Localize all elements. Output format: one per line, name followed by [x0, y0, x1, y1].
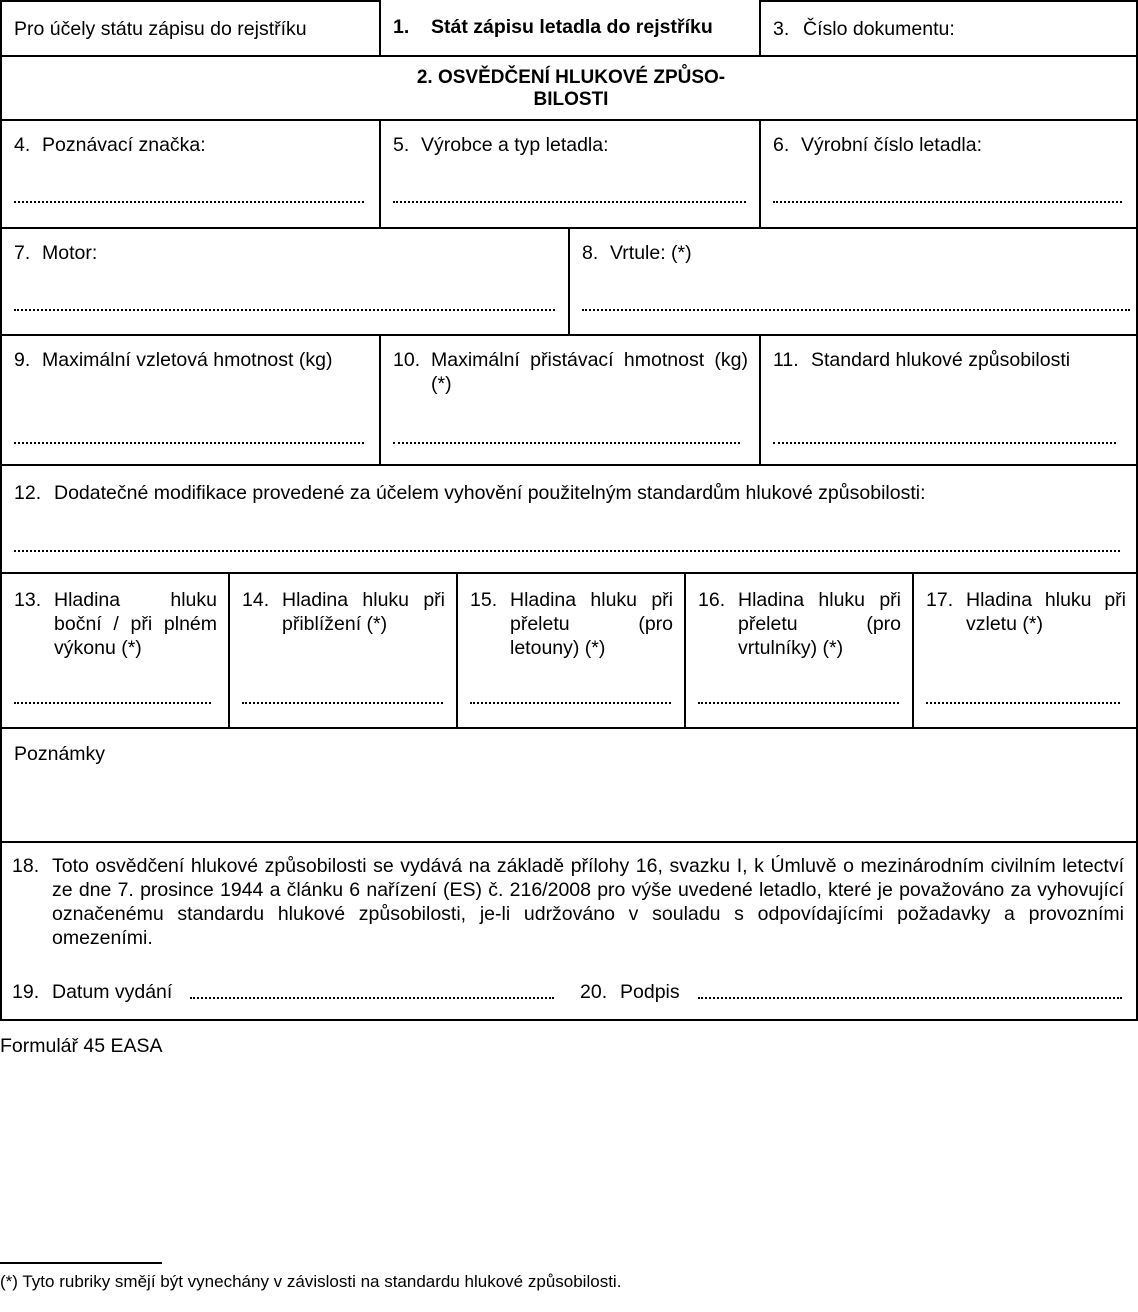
field-number: 16. [698, 589, 726, 611]
engine-entry-line [14, 309, 555, 311]
registration-mark-entry-line [14, 201, 364, 203]
field-label: Číslo dokumentu: [803, 18, 955, 40]
serial-number-cell [759, 119, 1138, 228]
title-number: 2. [416, 67, 433, 88]
max-takeoff-mass-cell [0, 334, 380, 465]
max-takeoff-mass-label [14, 348, 370, 372]
field-number: 19. [12, 981, 40, 1003]
field-label: Maximální přistávací hmotnost (kg) (*) [431, 349, 748, 395]
document-number-label [773, 17, 1126, 41]
field-number: 17. [926, 589, 954, 611]
field-label: Motor: [42, 242, 98, 264]
signature [580, 980, 680, 1004]
field-label: Podpis [620, 981, 680, 1003]
field-label: Vrtule: (*) [610, 242, 692, 264]
noise-approach-cell [228, 572, 457, 728]
noise-takeoff-entry-line [926, 702, 1120, 704]
noise-approach-entry-line [242, 702, 443, 704]
noise-flyover-aeroplanes-label [470, 588, 673, 660]
field-number: 10. [393, 349, 421, 371]
field-label: Stát zápisu letadla do rejstříku [431, 16, 713, 38]
modifications-entry-line [14, 550, 1120, 552]
noise-flyover-helicopters-entry-line [698, 702, 899, 704]
propeller-label [582, 241, 1126, 265]
footnote-rule [0, 1262, 162, 1264]
manufacturer-type-cell [379, 119, 760, 228]
field-number: 4. [14, 134, 31, 156]
state-of-registry-label [393, 15, 750, 39]
certificate-title [390, 66, 752, 112]
title-line-1: OSVĚDČENÍ HLUKOVÉ ZPŮSO- [437, 67, 726, 88]
field-label: Poznávací značka: [42, 134, 206, 156]
field-number: 3. [773, 18, 790, 40]
noise-flyover-aeroplanes-entry-line [470, 702, 671, 704]
field-label: Hladina hluku při přeletu (pro vrtulníky) (*) [738, 589, 901, 659]
noise-standard-cell [759, 334, 1138, 465]
field-label: Dodatečné modifikace provedené za účelem vyhovění použitelným standardům hlukové způsobilosti: [54, 482, 926, 504]
field-label: Hladina hluku při přiblížení (*) [282, 589, 445, 635]
field-label: Výrobce a typ letadla: [421, 134, 609, 156]
field-number: 7. [14, 242, 31, 264]
remarks-cell [0, 727, 1138, 842]
max-landing-mass-label [393, 348, 748, 396]
serial-number-entry-line [773, 201, 1122, 203]
field-label: Standard hlukové způsobilosti [811, 349, 1071, 371]
noise-flyover-helicopters-label [698, 588, 901, 660]
date-of-issue-entry-line [190, 997, 554, 999]
noise-lateral-cell [0, 572, 229, 728]
field-number: 12. [14, 482, 42, 504]
field-number: 1. [393, 16, 410, 38]
max-takeoff-mass-entry-line [14, 442, 364, 444]
manufacturer-type-entry-line [393, 201, 746, 203]
field-label: Výrobní číslo letadla: [801, 134, 983, 156]
propeller-cell [568, 227, 1138, 335]
field-label: Maximální vzletová hmotnost (kg) [42, 349, 333, 371]
noise-flyover-aeroplanes-cell [456, 572, 685, 728]
field-number: 15. [470, 589, 498, 611]
field-number: 18. [12, 855, 40, 877]
field-number: 14. [242, 589, 270, 611]
signature-entry-line [698, 997, 1122, 999]
modifications-cell [0, 464, 1138, 573]
noise-standard-label [773, 348, 1126, 372]
noise-flyover-helicopters-cell [684, 572, 913, 728]
propeller-entry-line [582, 309, 1130, 311]
noise-standard-entry-line [773, 442, 1116, 444]
noise-lateral-label [14, 588, 217, 660]
max-landing-mass-cell [379, 334, 760, 465]
field-number: 9. [14, 349, 31, 371]
field-label: Hladina hluku při vzletu (*) [966, 589, 1126, 635]
noise-takeoff-cell [912, 572, 1138, 728]
field-label: Hladina hluku boční / při plném výkonu (*) [54, 589, 217, 659]
date-of-issue [12, 980, 172, 1004]
noise-takeoff-label [926, 588, 1126, 636]
footnote: (*) Tyto rubriky smějí být vynechány v závislosti na standardu hlukové způsobilosti. [0, 1272, 622, 1291]
engine-cell [0, 227, 569, 335]
engine-label [14, 241, 559, 265]
noise-lateral-entry-line [14, 702, 211, 704]
field-number: 5. [393, 134, 410, 156]
field-number: 20. [580, 981, 608, 1003]
document-number-cell [759, 0, 1138, 56]
field-label: Hladina hluku při přeletu (pro letouny) (*) [510, 589, 673, 659]
registration-mark-label [14, 133, 370, 157]
statement-text: Toto osvědčení hlukové způsobilosti se vydává na základě přílohy 16, svazku I, k Úmluvě o mezinárodním civilním letectví ze dne 7. prosince 1944 a článku 6 nařízení (ES) č. 216/2008 pro výše uvedené letadlo, které je považováno za vyhovující označenému standardu hlukové způsobilosti, je-li udržováno v souladu s odpovídajícími požadavky a provozními omezeními. [52, 855, 1124, 949]
field-number: 13. [14, 589, 42, 611]
field-number: 11. [773, 349, 799, 371]
purpose-cell [0, 0, 380, 56]
form-identifier: Formulář 45 EASA [0, 1035, 163, 1057]
field-number: 8. [582, 242, 599, 264]
max-landing-mass-entry-line [393, 442, 740, 444]
field-label: Datum vydání [52, 981, 173, 1003]
noise-approach-label [242, 588, 445, 636]
statement-paragraph [12, 854, 1124, 950]
manufacturer-type-label [393, 133, 750, 157]
registration-mark-cell [0, 119, 380, 228]
state-of-registry-cell [379, 0, 760, 56]
title-line-2: BILOSTI [533, 89, 609, 110]
serial-number-label [773, 133, 1126, 157]
modifications-label [14, 481, 1126, 505]
purpose-label: Pro účely státu zápisu do rejstříku [14, 18, 307, 40]
field-number: 6. [773, 134, 790, 156]
remarks-label: Poznámky [14, 743, 106, 765]
